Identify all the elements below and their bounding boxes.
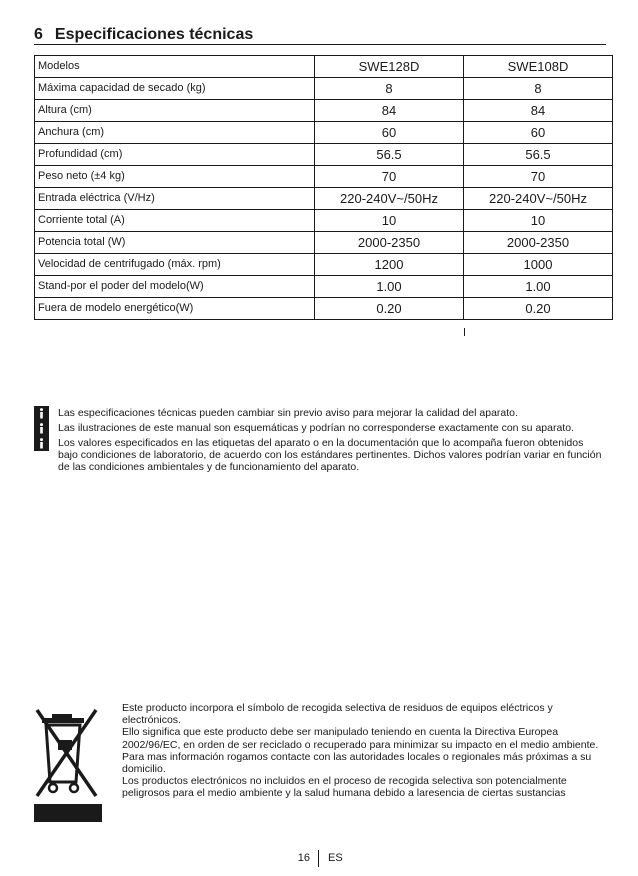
crossed-bin-icon [34,704,102,822]
table-row [35,232,613,254]
header-model-2: SWE108D [464,56,613,78]
row-value-model-2: 220-240V~/50Hz [464,188,613,210]
row-label: Peso neto (±4 kg) [35,166,315,188]
row-value-model-1: 8 [315,78,464,100]
note-text: Las especificaciones técnicas pueden cambiar sin previo aviso para mejorar la calidad del aparato. [58,407,518,419]
row-value-model-1: 2000-2350 [315,232,464,254]
row-value-model-1: 56.5 [315,144,464,166]
row-label: Anchura (cm) [35,122,315,144]
footer-divider [318,850,319,867]
table-row [35,144,613,166]
section-number: 6 [34,26,43,43]
table-row [35,276,613,298]
notes-list [34,406,606,475]
row-label: Altura (cm) [35,100,315,122]
note-text: Los valores especificados en las etiquetas del aparato o en la documentación que lo acompaña fueron obtenidos bajo condiciones de laboratorio, de acuerdo con los estándares pertinentes. Dichos valores podrían variar en función de las condiciones ambientales y de funcionamiento del aparato. [58,437,602,473]
weee-paragraph: Este producto incorpora el símbolo de recogida selectiva de residuos de equipos eléctricos y electrónicos. [122,702,553,727]
row-value-model-2: 1000 [464,254,613,276]
weee-paragraph: Ello significa que este producto debe ser manipulado teniendo en cuenta la Directiva Europea 2002/96/EC, en orden de ser reciclado o recuperado para minimizar su impacto en el medio ambiente. Para mas información rogamos contacte con las autoridades locales o regionales más próximas a su domicilio. [122,726,599,776]
row-value-model-1: 1200 [315,254,464,276]
row-value-model-2: 84 [464,100,613,122]
section-title: Especificaciones técnicas [54,26,254,43]
table-row [35,78,613,100]
table-header-row [35,56,613,78]
row-value-model-2: 10 [464,210,613,232]
spec-table [34,55,613,320]
row-label: Profundidad (cm) [35,144,315,166]
weee-notice [122,702,607,800]
row-label: Corriente total (A) [35,210,315,232]
row-value-model-1: 0.20 [315,298,464,320]
row-label: Fuera de modelo energético(W) [35,298,315,320]
row-value-model-2: 2000-2350 [464,232,613,254]
note-item [34,436,606,473]
info-icon [34,436,49,451]
row-value-model-1: 70 [315,166,464,188]
row-value-model-2: 70 [464,166,613,188]
row-label: Máxima capacidad de secado (kg) [35,78,315,100]
row-label: Stand-por el poder del modelo(W) [35,276,315,298]
page-number: 16 [297,852,310,864]
language-code: ES [328,852,343,864]
row-label: Entrada eléctrica (V/Hz) [35,188,315,210]
row-value-model-2: 1.00 [464,276,613,298]
section-heading [34,26,606,45]
row-value-model-1: 10 [315,210,464,232]
row-value-model-1: 84 [315,100,464,122]
info-icon [34,406,49,421]
row-value-model-2: 0.20 [464,298,613,320]
note-item [34,406,606,419]
page-footer [0,850,638,866]
row-value-model-2: 60 [464,122,613,144]
row-label: Potencia total (W) [35,232,315,254]
row-value-model-1: 220-240V~/50Hz [315,188,464,210]
table-row [35,188,613,210]
table-row [35,210,613,232]
table-row [35,100,613,122]
row-value-model-1: 60 [315,122,464,144]
note-text: Las ilustraciones de este manual son esquemáticas y podrían no corresponderse exactamente con su aparato. [58,422,574,434]
row-value-model-2: 8 [464,78,613,100]
info-icon [34,421,49,436]
table-row [35,122,613,144]
table-row [35,298,613,320]
row-value-model-1: 1.00 [315,276,464,298]
note-item [34,421,606,434]
table-column-tick [464,328,465,336]
table-row [35,254,613,276]
row-value-model-2: 56.5 [464,144,613,166]
row-label: Velocidad de centrifugado (máx. rpm) [35,254,315,276]
header-model-1: SWE128D [315,56,464,78]
weee-paragraph: Los productos electrónicos no incluidos en el proceso de recogida selectiva son potencialmente peligrosos para el medio ambiente y la salud humana debido a laresencia de ciertas sustancias [122,775,567,800]
header-label: Modelos [35,56,315,78]
table-row [35,166,613,188]
